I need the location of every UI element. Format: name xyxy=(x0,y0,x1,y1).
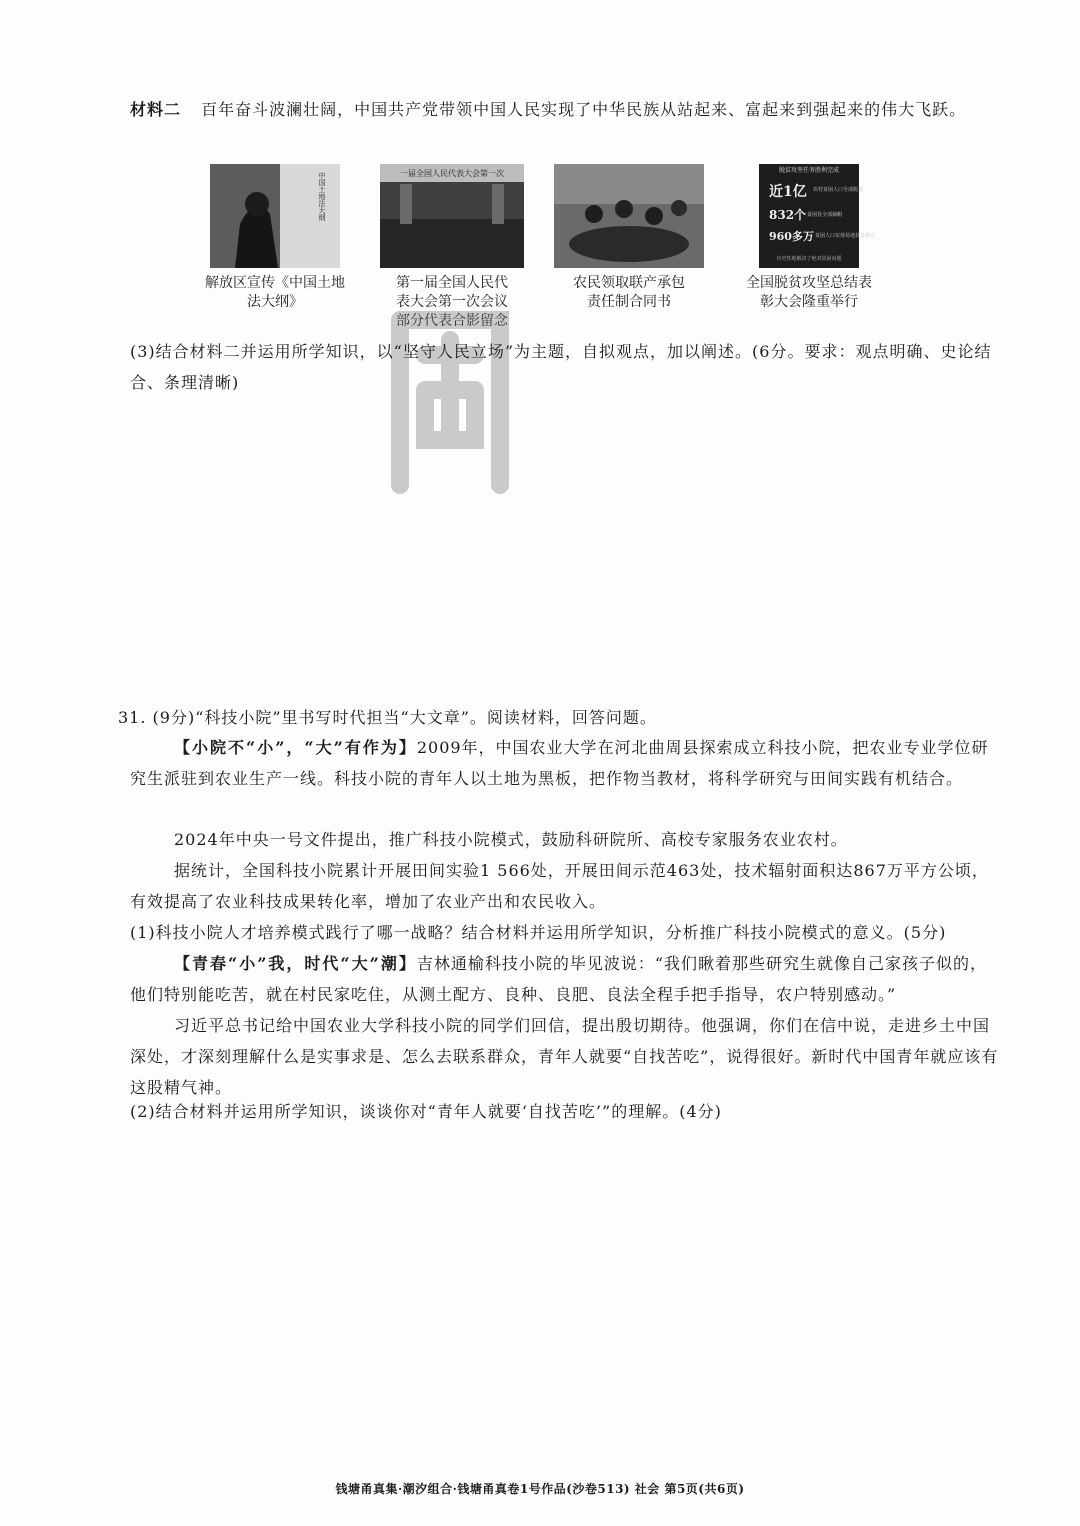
q31-sub2: (2)结合材料并运用所学知识，谈谈你对“青年人就要‘自找苦吃’”的理解。(4分) xyxy=(130,1102,722,1121)
land-law-photo xyxy=(210,164,340,268)
poverty-stat-3: 960多万 xyxy=(769,230,814,243)
npc-photo-image xyxy=(380,164,524,268)
poverty-photo-title: 脱贫攻坚任务胜利完成 xyxy=(778,167,840,174)
q31-para2: 2024年中央一号文件提出，推广科技小院模式，鼓励科研院所、高校专家服务农业农村。 xyxy=(174,830,848,849)
npc-banner-text: 一届全国人民代表大会第一次 xyxy=(400,169,504,178)
poverty-stat-1-desc: 农村贫困人口全部脱贫 xyxy=(813,187,864,193)
material-two-label: 材料二 xyxy=(130,100,182,119)
photo-caption-land-law: 解放区宣传《中国土地法大纲》 xyxy=(205,275,345,310)
seal-watermark xyxy=(370,300,530,500)
q31-block2-text: 吉林通榆科技小院的毕见波说：“我们瞅着那些研究生就像自己家孩子似的，他们特别能吃苦，就在村民家吃住，从测土配方、良种、良肥、良法全程手把手指导，农户特别感动。” xyxy=(130,954,988,1004)
q31-para5: 习近平总书记给中国农业大学科技小院的同学们回信，提出殷切期待。他强调，你们在信中说，走进乡土中国深处，才深刻理解什么是实事求是、怎么去联系群众，青年人就要“自找苦吃”，说得很好。新时代中国青年就应该有这股精气神。 xyxy=(130,1016,999,1097)
q31-para3: 据统计，全国科技小院累计开展田间实验1 566处，开展田间示范463处，技术辐射面积达867万平方公顷，有效提高了农业科技成果转化率，增加了农业产出和农民收入。 xyxy=(130,861,989,911)
q31-block1 xyxy=(130,732,1000,794)
contract-photo xyxy=(554,164,704,268)
poverty-stat-1: 近1亿 xyxy=(769,184,807,200)
q31-block1-text: 2009年，中国农业大学在河北曲周县探索成立科技小院，把农业专业学位研究生派驻到农业生产一线。科技小院的青年人以土地为黑板，把作物当教材，将科学研究与田间实践有机结合。 xyxy=(130,738,989,788)
material-two-text: 百年奋斗波澜壮阔，中国共产党带领中国人民实现了中华民族从站起来、富起来到强起来的伟大飞跃。 xyxy=(201,100,967,119)
poverty-photo-footer: 历史性地解决了绝对贫困问题 xyxy=(776,256,842,262)
q31-heading: 31. (9分)“科技小院”里书写时代担当“大文章”。阅读材料，回答问题。 xyxy=(118,708,657,727)
poverty-photo-image xyxy=(759,164,876,268)
photo-caption-poverty: 全国脱贫攻坚总结表彰大会隆重举行 xyxy=(746,275,872,310)
question-3: (3)结合材料二并运用所学知识，以“坚守人民立场”为主题，自拟观点，加以阐述。(6分。要求：观点明确、史论结合、条理清晰) xyxy=(130,342,992,392)
contract-photo-image xyxy=(554,164,704,268)
photo-card-land-law xyxy=(195,164,355,312)
q31-block2 xyxy=(130,948,1000,1010)
poverty-stat-2: 832个 xyxy=(769,208,807,222)
photo-card-poverty xyxy=(729,164,889,312)
page-footer: 钱塘甬真集·潮汐组合·钱塘甬真卷1号作品(沙卷513) 社会 第5页(共6页) xyxy=(335,1482,745,1496)
poverty-stat-3-desc: 贫困人口实现易地扶贫搬迁 xyxy=(815,233,876,239)
q31-block2-title: 【青春“小”我，时代“大”潮】 xyxy=(174,954,417,973)
land-law-photo-text: 中国土地法大纲 xyxy=(318,172,326,221)
land-law-photo-image xyxy=(210,164,340,268)
npc-photo xyxy=(380,164,524,268)
q31-block1-title: 【小院不“小”，“大”有作为】 xyxy=(174,738,417,757)
poverty-photo xyxy=(759,164,876,268)
material-two-paragraph xyxy=(130,94,1000,125)
photo-row xyxy=(205,164,876,334)
photo-caption-npc: 第一届全国人民代表大会第一次会议部分代表合影留念 xyxy=(396,275,508,329)
photo-card-contract xyxy=(549,164,709,312)
photo-caption-contract: 农民领取联产承包责任制合同书 xyxy=(573,275,685,310)
q31-sub1: (1)科技小院人才培养模式践行了哪一战略？结合材料并运用所学知识，分析推广科技小院模式的意义。(5分) xyxy=(130,923,947,942)
poverty-stat-2-desc: 贫困县全部摘帽 xyxy=(807,212,843,218)
